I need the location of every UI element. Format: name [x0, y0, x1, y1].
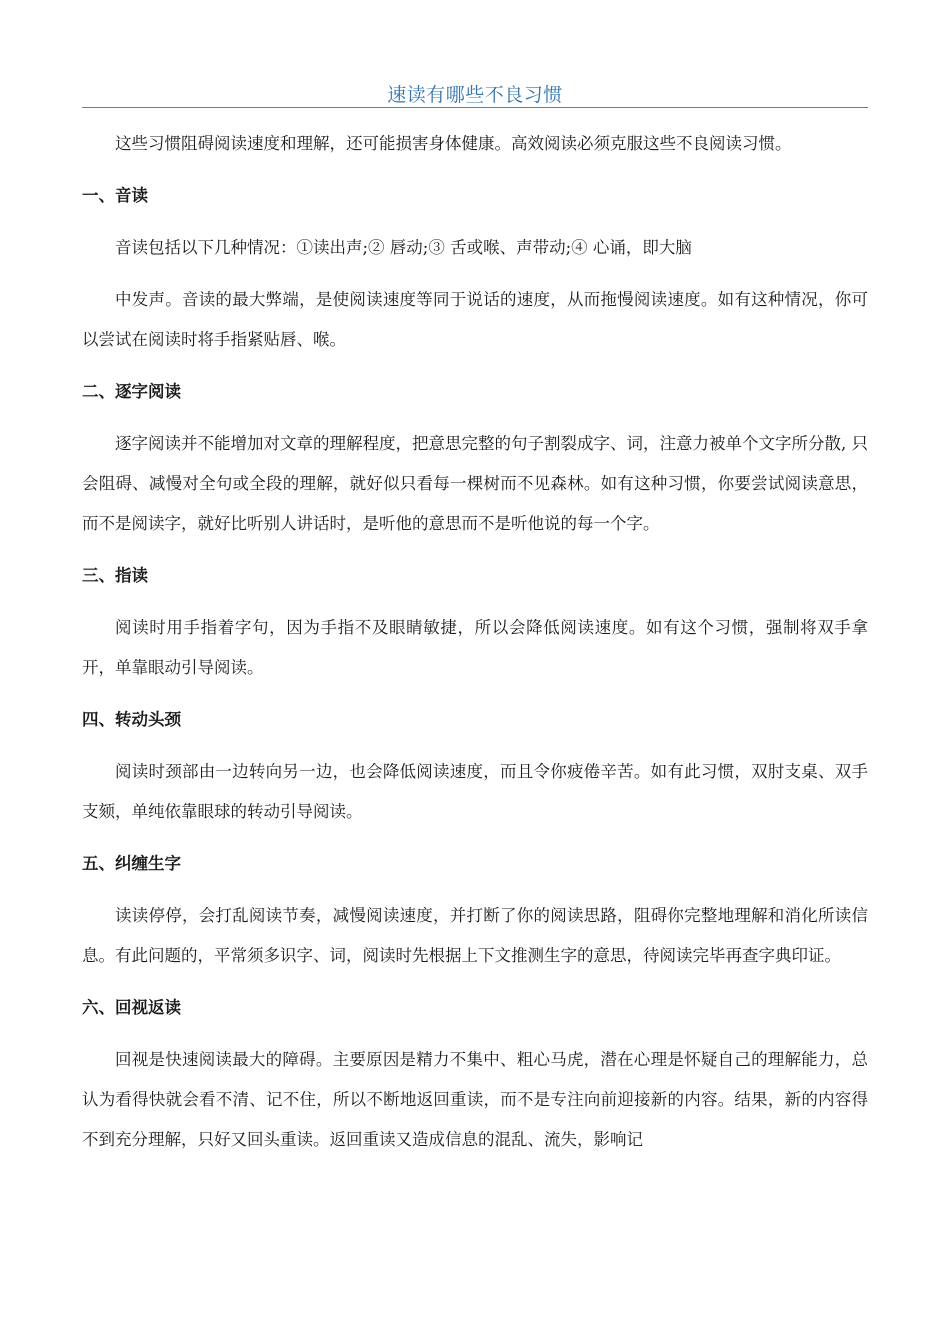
document-title: 速读有哪些不良习惯 — [387, 84, 563, 106]
section-paragraph: 阅读时颈部由一边转向另一边，也会降低阅读速度，而且令你疲倦辛苦。如有此习惯，双肘支桌、双手支颏，单纯依靠眼球的转动引导阅读。 — [82, 762, 868, 821]
section-paragraph: 回视是快速阅读最大的障碍。主要原因是精力不集中、粗心马虎，潜在心理是怀疑自己的理解能力，总认为看得快就会看不清、记不住，所以不断地返回重读，而不是专注向前迎接新的内容。结果，新的内容得不到充分理解，只好又回头重读。返回重读又造成信息的混乱、流失，影响记 — [82, 1050, 868, 1149]
section-paragraph: 逐字阅读并不能增加对文章的理解程度，把意思完整的句子割裂成字、词，注意力被单个文字所分散, 只会阻碍、减慢对全句或全段的理解，就好似只看每一棵树而不见森林。如有这种习惯，你要尝试阅读意思，而不是阅读字，就好比听别人讲话时，是听他的意思而不是听他说的每一个字。 — [82, 434, 868, 533]
section-4 — [82, 700, 868, 832]
section-paragraph: 读读停停，会打乱阅读节奏，减慢阅读速度，并打断了你的阅读思路，阻碍你完整地理解和消化所读信息。有此问题的，平常须多识字、词，阅读时先根据上下文推测生字的意思，待阅读完毕再查字典印证。 — [82, 906, 868, 965]
intro-paragraph: 这些习惯阻碍阅读速度和理解，还可能损害身体健康。高效阅读必须克服这些不良阅读习惯。 — [115, 134, 792, 153]
section-heading: 一、音读 — [82, 186, 148, 205]
section-5 — [82, 844, 868, 976]
section-heading: 五、纠缠生字 — [82, 854, 181, 873]
section-heading: 四、转动头颈 — [82, 710, 181, 729]
header-divider — [82, 107, 868, 108]
section-3 — [82, 556, 868, 688]
section-heading: 三、指读 — [82, 566, 148, 585]
section-heading: 二、逐字阅读 — [82, 382, 181, 401]
section-paragraph: 音读包括以下几种情况：①读出声;② 唇动;③ 舌或喉、声带动;④ 心诵，即大脑 — [115, 238, 692, 257]
document-body — [82, 124, 868, 1160]
section-paragraph: 阅读时用手指着字句，因为手指不及眼睛敏捷，所以会降低阅读速度。如有这个习惯，强制将双手拿开，单靠眼动引导阅读。 — [82, 618, 868, 677]
section-1 — [82, 176, 868, 360]
section-2 — [82, 372, 868, 544]
section-heading: 六、回视返读 — [82, 998, 181, 1017]
section-paragraph: 中发声。音读的最大弊端，是使阅读速度等同于说话的速度，从而拖慢阅读速度。如有这种情况，你可以尝试在阅读时将手指紧贴唇、喉。 — [82, 290, 868, 349]
section-6 — [82, 988, 868, 1160]
